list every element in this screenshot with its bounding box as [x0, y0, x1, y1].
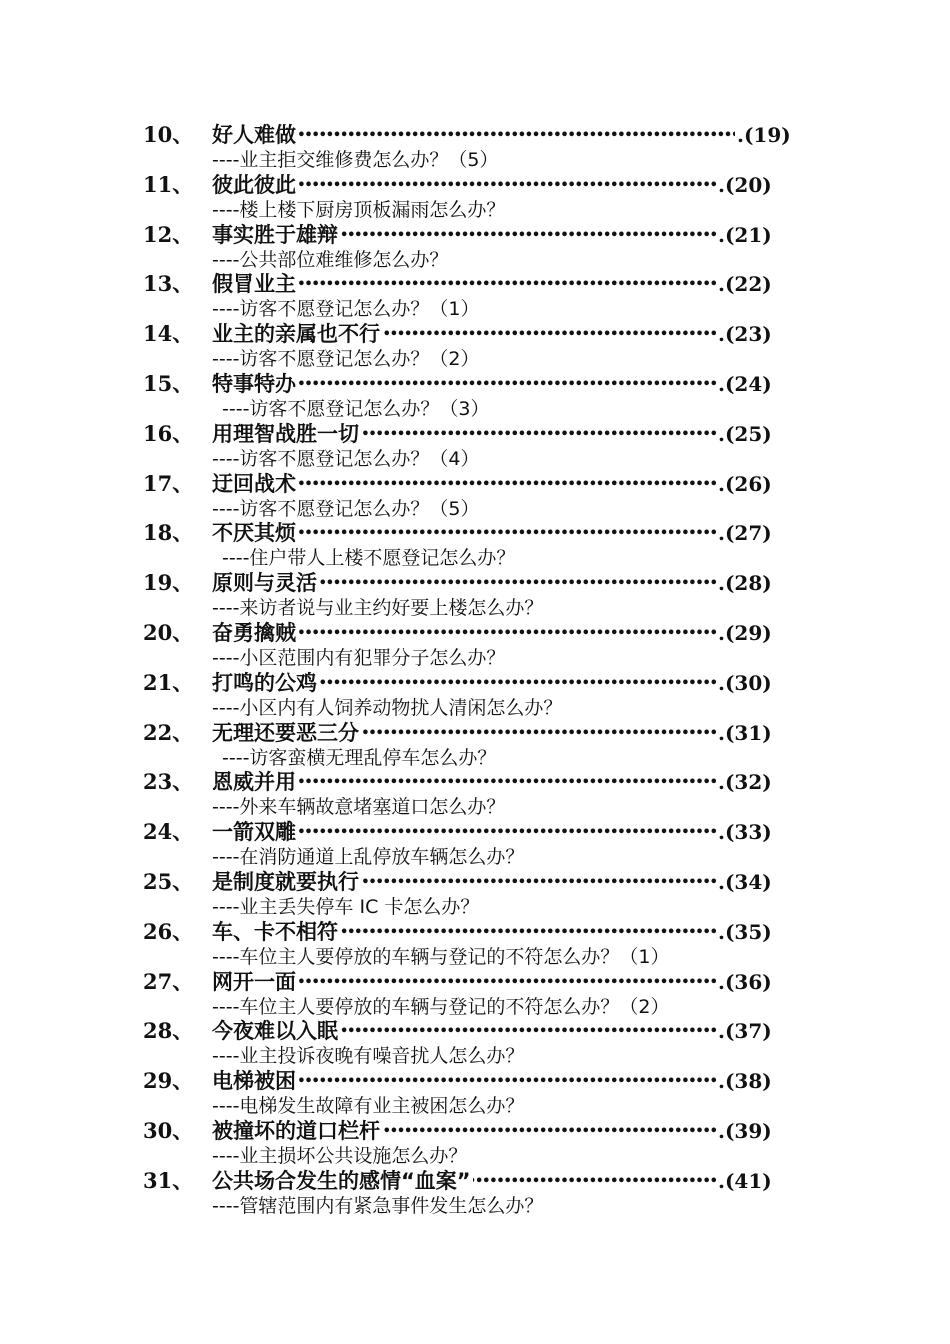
entry-subtitle: ----小区范围内有犯罪分子怎么办？ — [212, 646, 506, 669]
entry-title: 恩威并用 ••••• — [212, 769, 747, 795]
entry-number: 26、 — [143, 918, 194, 944]
entry-page: .(41) — [718, 1168, 772, 1193]
toc-entry[interactable] — [0, 919, 950, 969]
entry-number: 11、 — [143, 171, 194, 197]
entry-subtitle: ----公共部位难维修怎么办？ — [212, 248, 449, 271]
entry-title: 无理还要恶三分 ••••• — [212, 720, 747, 746]
entry-page: .(21) — [718, 222, 772, 247]
entry-title: 打鸣的公鸡 ••••• — [212, 670, 747, 696]
toc-entry[interactable] — [0, 421, 950, 471]
entry-subtitle: ----车位主人要停放的车辆与登记的不符怎么办？（1） — [212, 945, 670, 968]
entry-title: 用理智战胜一切 ••••• — [212, 421, 747, 447]
entry-subtitle: ----访客蛮横无理乱停车怎么办？ — [222, 746, 497, 769]
toc-entry[interactable] — [0, 769, 950, 819]
entry-page: .(32) — [718, 770, 772, 795]
entry-number: 18、 — [143, 520, 194, 546]
entry-number: 16、 — [143, 420, 194, 446]
entry-page: .(19) — [737, 123, 791, 147]
entry-page: .(39) — [718, 1118, 772, 1143]
toc-entry[interactable] — [0, 172, 950, 222]
toc-entry[interactable] — [0, 1168, 950, 1218]
entry-title: 车、卡不相符 ••••• — [212, 919, 747, 945]
toc-entry[interactable] — [0, 371, 950, 421]
entry-title: 原则与灵活 ••••• — [212, 570, 747, 596]
entry-number: 24、 — [143, 819, 194, 845]
toc-entry[interactable] — [0, 1018, 950, 1068]
toc-entry[interactable] — [0, 720, 950, 770]
toc-entry[interactable] — [0, 520, 950, 570]
entry-subtitle: ----业主拒交维修费怎么办？（5） — [212, 149, 499, 171]
entry-title: 业主的亲属也不行 ••••• — [212, 321, 747, 347]
entry-subtitle: ----业主损坏公共设施怎么办？ — [212, 1144, 468, 1167]
entry-title: 今夜难以入眠 ••••• — [212, 1018, 747, 1044]
entry-page: .(29) — [718, 620, 772, 645]
entry-subtitle: ----在消防通道上乱停放车辆怎么办？ — [212, 846, 525, 869]
toc-entry[interactable] — [0, 1068, 950, 1118]
entry-page: .(28) — [718, 571, 772, 596]
toc-entry[interactable] — [0, 819, 950, 869]
entry-page: .(23) — [718, 322, 772, 347]
entry-number: 19、 — [143, 570, 194, 596]
entry-page: .(37) — [718, 1019, 772, 1044]
table-of-contents — [0, 122, 950, 1218]
entry-subtitle: ----管辖范围内有紧急事件发生怎么办？ — [212, 1194, 544, 1217]
entry-subtitle: ----访客不愿登记怎么办？（1） — [212, 298, 480, 321]
entry-number: 12、 — [143, 221, 194, 247]
entry-number: 15、 — [143, 370, 194, 396]
toc-entry[interactable] — [0, 869, 950, 919]
entry-title: 彼此彼此 ••••• — [212, 172, 747, 198]
entry-page: .(25) — [718, 421, 772, 446]
entry-title: 电梯被困 ••••• — [212, 1068, 747, 1094]
toc-entry[interactable] — [0, 122, 950, 172]
entry-page: .(36) — [718, 969, 772, 994]
entry-title: 特事特办 ••••• — [212, 371, 747, 397]
entry-number: 31、 — [143, 1167, 194, 1193]
entry-subtitle: ----外来车辆故意堵塞道口怎么办？ — [212, 796, 506, 819]
entry-subtitle: ----业主丢失停车 IC 卡怎么办？ — [212, 895, 480, 918]
entry-title: 网开一面 ••••• — [212, 969, 747, 995]
entry-subtitle: ----访客不愿登记怎么办？（2） — [212, 348, 480, 371]
entry-subtitle: ----访客不愿登记怎么办？（3） — [222, 397, 490, 420]
toc-entry[interactable] — [0, 471, 950, 521]
entry-title: 好人难做 ••••• — [212, 122, 747, 148]
entry-subtitle: ----住户带人上楼不愿登记怎么办？ — [222, 547, 516, 570]
entry-title: 公共场合发生的感情“血案” ••••• — [212, 1168, 747, 1194]
toc-entry[interactable] — [0, 321, 950, 371]
entry-number: 22、 — [143, 719, 194, 745]
entry-title: 一箭双雕 ••••• — [212, 819, 747, 845]
entry-page: .(24) — [718, 371, 772, 396]
entry-page: .(34) — [718, 869, 772, 894]
toc-entry[interactable] — [0, 271, 950, 321]
entry-page: .(30) — [718, 670, 772, 695]
entry-subtitle: ----业主投诉夜晚有噪音扰人怎么办？ — [212, 1045, 525, 1068]
entry-subtitle: ----访客不愿登记怎么办？（4） — [212, 447, 480, 470]
toc-entry[interactable] — [0, 222, 950, 272]
entry-number: 13、 — [143, 271, 194, 297]
entry-subtitle: ----小区内有人饲养动物扰人清闲怎么办？ — [212, 696, 563, 719]
entry-number: 14、 — [143, 321, 194, 347]
entry-page: .(31) — [718, 720, 772, 745]
entry-number: 10、 — [143, 122, 194, 147]
toc-entry[interactable] — [0, 670, 950, 720]
entry-number: 20、 — [143, 619, 194, 645]
entry-number: 21、 — [143, 669, 194, 695]
toc-entry[interactable] — [0, 570, 950, 620]
entry-number: 25、 — [143, 868, 194, 894]
entry-subtitle: ----来访者说与业主约好要上楼怎么办？ — [212, 597, 544, 620]
entry-page: .(38) — [718, 1069, 772, 1094]
entry-title: 事实胜于雄辩 ••••• — [212, 222, 747, 248]
entry-title: 迂回战术 ••••• — [212, 471, 747, 497]
entry-number: 28、 — [143, 1018, 194, 1044]
entry-subtitle: ----楼上楼下厨房顶板漏雨怎么办？ — [212, 198, 506, 221]
entry-title: 是制度就要执行 ••••• — [212, 869, 747, 895]
entry-page: .(27) — [718, 521, 772, 546]
toc-entry[interactable] — [0, 969, 950, 1019]
entry-page: .(22) — [718, 272, 772, 297]
entry-title: 奋勇擒贼 ••••• — [212, 620, 747, 646]
toc-entry[interactable] — [0, 620, 950, 670]
entry-number: 17、 — [143, 470, 194, 496]
toc-entry[interactable] — [0, 1118, 950, 1168]
entry-title: 被撞坏的道口栏杆 ••••• — [212, 1118, 747, 1144]
entry-subtitle: ----电梯发生故障有业主被困怎么办？ — [212, 1095, 525, 1118]
entry-title: 假冒业主 ••••• — [212, 271, 747, 297]
entry-number: 29、 — [143, 1068, 194, 1094]
entry-number: 23、 — [143, 769, 194, 795]
entry-page: .(20) — [718, 172, 772, 197]
entry-page: .(33) — [718, 820, 772, 845]
entry-page: .(26) — [718, 471, 772, 496]
entry-title: 不厌其烦 ••••• — [212, 520, 747, 546]
entry-number: 27、 — [143, 968, 194, 994]
entry-subtitle: ----访客不愿登记怎么办？（5） — [212, 497, 480, 520]
entry-subtitle: ----车位主人要停放的车辆与登记的不符怎么办？（2） — [212, 995, 670, 1018]
entry-number: 30、 — [143, 1117, 194, 1143]
entry-page: .(35) — [718, 919, 772, 944]
